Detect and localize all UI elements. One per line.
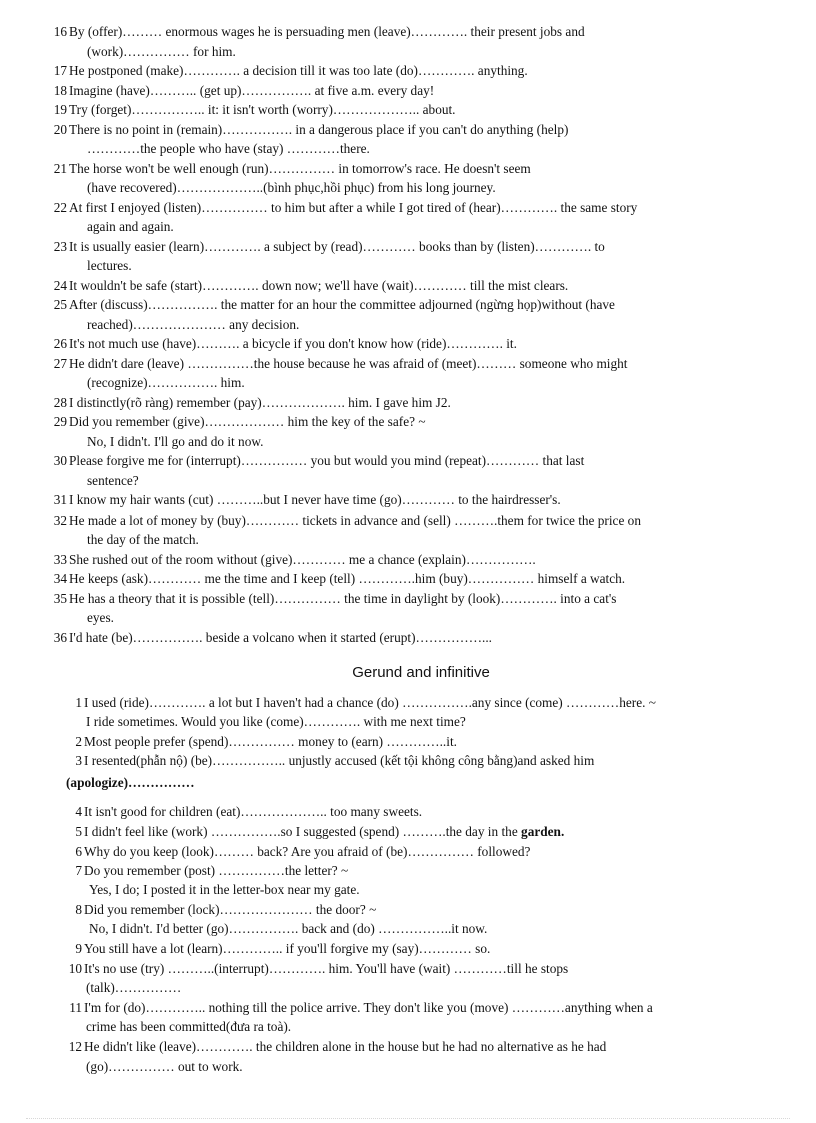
item-number: 21 (53, 161, 67, 176)
item-text: It is usually easier (learn)…………. a subject by (read)………… books than by (listen)…………. to (69, 239, 605, 254)
item-number: 20 (53, 122, 67, 137)
item-text: He made a lot of money by (buy)………… tickets in advance and (sell) ……….them for twice the price on (69, 513, 641, 528)
item-number: 7 (75, 863, 82, 878)
item-text: He didn't dare (leave) ……………the house because he was afraid of (meet)……… someone who might (69, 356, 628, 371)
item-text: I distinctly(rõ ràng) remember (pay)………………. him. I gave him J2. (69, 395, 451, 410)
page-bottom-divider (26, 1118, 790, 1119)
item-continuation: (go)…………… out to work. (86, 1059, 243, 1074)
item-continuation: again and again. (87, 219, 174, 234)
item-text: I resented(phẫn nộ) (be)…………….. unjustly accused (kết tội không công bằng)and asked him (84, 753, 595, 768)
item-number: 4 (75, 804, 82, 819)
exercise-item-g3 (62, 751, 594, 771)
item-text: He postponed (make)…………. a decision till it was too late (do)…………. anything. (69, 63, 528, 78)
exercise-item-35 (48, 589, 616, 609)
exercise-item-g6 (62, 842, 530, 862)
item-text: At first I enjoyed (listen)…………… to him but after a while I got tired of (hear)…………. the same story (69, 200, 638, 215)
exercise-item-g1 (62, 693, 656, 713)
item-number: 2 (75, 734, 82, 749)
item-text: Try (forget)…………….. it: it isn't worth (worry)……………….. about. (69, 102, 456, 117)
item-continuation: Yes, I do; I posted it in the letter-box near my gate. (89, 882, 360, 897)
item-text: Imagine (have)……….. (get up)……………. at five a.m. every day! (69, 83, 435, 98)
item-number: 31 (53, 492, 67, 507)
item-number: 1 (75, 695, 82, 710)
item-text: By (offer)……… enormous wages he is persuading men (leave)…………. their present jobs and (69, 24, 585, 39)
item-continuation: No, I didn't. I'll go and do it now. (87, 434, 264, 449)
exercise-item-23 (48, 237, 605, 257)
item-number: 23 (53, 239, 67, 254)
item-text: I'm for (do)………….. nothing till the police arrive. They don't like you (move) …………anything when a (84, 1000, 653, 1015)
item-number: 17 (53, 63, 67, 78)
exercise-item-g4 (62, 802, 422, 822)
item-text: Most people prefer (spend)…………… money to (earn) …………..it. (84, 734, 457, 749)
item-number: 3 (75, 753, 82, 768)
exercise-item-21 (48, 159, 531, 179)
item-continuation: I ride sometimes. Would you like (come)…………. with me next time? (86, 714, 466, 729)
exercise-item-22 (48, 198, 637, 218)
item-number: 19 (53, 102, 67, 117)
exercise-item-33 (48, 550, 536, 570)
exercise-item-g9 (62, 939, 490, 959)
item-text: There is no point in (remain)……………. in a dangerous place if you can't do anything (help) (69, 122, 569, 137)
item-continuation: (have recovered)………………..(bình phục,hồi phục) from his long journey. (87, 180, 496, 195)
exercise-item-32 (48, 511, 641, 531)
item-number: 36 (53, 630, 67, 645)
item-continuation-bold: (apologize)…………… (66, 775, 195, 790)
item-number: 26 (53, 336, 67, 351)
item-text: He has a theory that it is possible (tell)…………… the time in daylight by (look)…………. into a cat's (69, 591, 617, 606)
exercise-item-26 (48, 334, 517, 354)
item-number: 8 (75, 902, 82, 917)
exercise-item-27 (48, 354, 627, 374)
item-text: Did you remember (give)……………… him the key of the safe? ~ (69, 414, 426, 429)
item-number: 9 (75, 941, 82, 956)
item-continuation: reached)………………… any decision. (87, 317, 300, 332)
exercise-item-g12 (62, 1037, 606, 1057)
exercise-item-31 (48, 490, 561, 510)
section-heading: Gerund and infinitive (352, 664, 490, 681)
item-continuation: eyes. (87, 610, 114, 625)
exercise-item-g8 (62, 900, 376, 920)
exercise-item-24 (48, 276, 568, 296)
exercise-item-g10 (62, 959, 568, 979)
item-number: 33 (53, 552, 67, 567)
item-text: It wouldn't be safe (start)…………. down now; we'll have (wait)………… till the mist clears. (69, 278, 569, 293)
exercise-item-29 (48, 412, 426, 432)
item-continuation: No, I didn't. I'd better (go)……………. back and (do) ……………..it now. (89, 921, 488, 936)
exercise-item-28 (48, 393, 451, 413)
exercise-item-30 (48, 451, 584, 471)
item-continuation: the day of the match. (87, 532, 199, 547)
item-number: 11 (69, 1000, 82, 1015)
item-text: Did you remember (lock)………………… the door? ~ (84, 902, 377, 917)
item-continuation: lectures. (87, 258, 132, 273)
item-text: It isn't good for children (eat)……………….. too many sweets. (84, 804, 423, 819)
exercise-item-34 (48, 569, 625, 589)
item-number: 6 (75, 844, 82, 859)
item-continuation: sentence? (87, 473, 139, 488)
item-text: He didn't like (leave)…………. the children alone in the house but he had no alternative as he had (84, 1039, 607, 1054)
item-continuation: …………the people who have (stay) …………there. (87, 141, 370, 156)
exercise-item-18 (48, 81, 434, 101)
exercise-item-g2 (62, 732, 457, 752)
item-number: 5 (75, 824, 82, 839)
item-text: I used (ride)…………. a lot but I haven't had a chance (do) …………….any since (come) …………here. ~ (84, 695, 656, 710)
item-bold-word: garden. (521, 824, 565, 839)
item-text: It's not much use (have)………. a bicycle if you don't know how (ride)…………. it. (69, 336, 517, 351)
item-text: It's no use (try) ………..(interrupt)…………. him. You'll have (wait) …………till he stops (84, 961, 569, 976)
item-text: Please forgive me for (interrupt)…………… you but would you mind (repeat)………… that last (69, 453, 585, 468)
item-number: 34 (53, 571, 67, 586)
item-text: He keeps (ask)………… me the time and I keep (tell) ………….him (buy)…………… himself a watch. (69, 571, 626, 586)
exercise-item-g11 (62, 998, 653, 1018)
item-number: 27 (53, 356, 67, 371)
item-continuation: crime has been committed(đưa ra toà). (86, 1019, 292, 1034)
exercise-item-16 (48, 22, 585, 42)
item-text: The horse won't be well enough (run)…………… in tomorrow's race. He doesn't seem (69, 161, 531, 176)
item-text: Why do you keep (look)……… back? Are you afraid of (be)…………… followed? (84, 844, 531, 859)
item-number: 18 (53, 83, 67, 98)
exercise-item-g5 (62, 822, 564, 842)
exercise-item-19 (48, 100, 456, 120)
item-continuation: (recognize)……………. him. (87, 375, 245, 390)
exercise-item-17 (48, 61, 528, 81)
item-number: 24 (53, 278, 67, 293)
item-continuation: (work)…………… for him. (87, 44, 236, 59)
item-text: She rushed out of the room without (give)………… me a chance (explain)……………. (69, 552, 536, 567)
item-text: I know my hair wants (cut) ………..but I never have time (go)………… to the hairdresser's. (69, 492, 561, 507)
item-text: After (discuss)……………. the matter for an hour the committee adjourned (ngừng họp)without (have (69, 297, 615, 312)
exercise-item-g7 (62, 861, 348, 881)
item-number: 35 (53, 591, 67, 606)
item-number: 25 (53, 297, 67, 312)
item-number: 22 (53, 200, 67, 215)
item-number: 10 (68, 961, 82, 976)
item-text: Do you remember (post) ……………the letter? ~ (84, 863, 349, 878)
exercise-item-36 (48, 628, 492, 648)
item-number: 32 (53, 513, 67, 528)
item-text: I didn't feel like (work) …………….so I suggested (spend) ……….the day in the (84, 824, 522, 839)
item-number: 30 (53, 453, 67, 468)
item-number: 28 (53, 395, 67, 410)
item-number: 29 (53, 414, 67, 429)
exercise-item-20 (48, 120, 568, 140)
item-text: I'd hate (be)……………. beside a volcano when it started (erupt)……………... (69, 630, 492, 645)
item-text: You still have a lot (learn)………….. if you'll forgive my (say)………… so. (84, 941, 491, 956)
item-number: 16 (53, 24, 67, 39)
exercise-item-25 (48, 295, 615, 315)
item-number: 12 (68, 1039, 82, 1054)
item-continuation: (talk)…………… (86, 980, 182, 995)
